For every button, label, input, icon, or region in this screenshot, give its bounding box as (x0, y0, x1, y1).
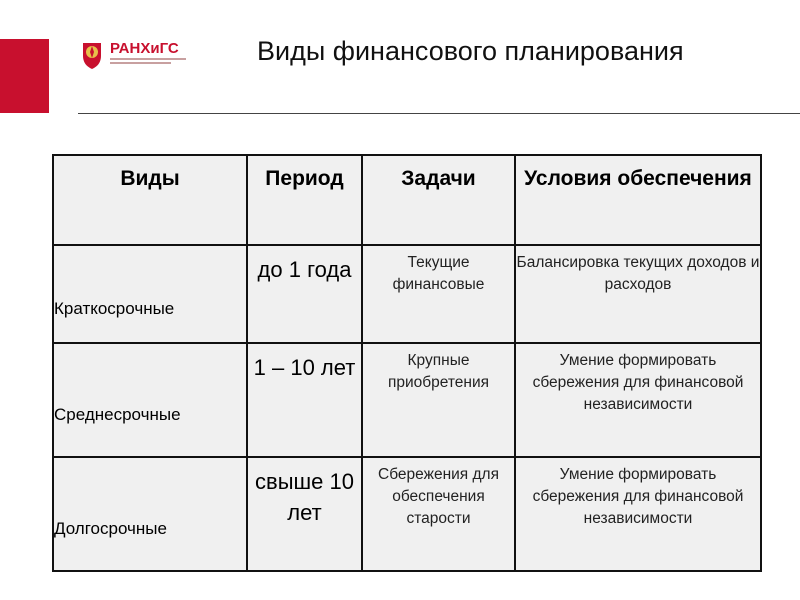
title-divider (78, 113, 800, 114)
cell-period: до 1 года (247, 245, 362, 343)
emblem-icon (80, 40, 104, 70)
logo-name: РАНХиГС (110, 40, 179, 57)
cell-kind: Среднесрочные (53, 343, 247, 457)
logo (80, 40, 190, 72)
cell-tasks: Крупные приобретения (362, 343, 515, 457)
planning-table (52, 154, 762, 572)
page-title: Виды финансового планирования (257, 36, 684, 66)
table-row (53, 343, 761, 457)
cell-conditions: Умение формировать сбережения для финансовой независимости (515, 343, 761, 457)
cell-kind: Долгосрочные (53, 457, 247, 571)
cell-period: свыше 10 лет (247, 457, 362, 571)
logo-subtitle-lines (110, 58, 186, 68)
header-kinds: Виды (53, 155, 247, 245)
cell-period: 1 – 10 лет (247, 343, 362, 457)
cell-tasks: Текущие финансовые (362, 245, 515, 343)
header-tasks: Задачи (362, 155, 515, 245)
header-period: Период (247, 155, 362, 245)
cell-conditions: Умение формировать сбережения для финансовой независимости (515, 457, 761, 571)
header-conditions: Условия обеспечения (515, 155, 761, 245)
table-header-row (53, 155, 761, 245)
cell-tasks: Сбережения для обеспечения старости (362, 457, 515, 571)
table-row (53, 245, 761, 343)
cell-conditions: Балансировка текущих доходов и расходов (515, 245, 761, 343)
table-row (53, 457, 761, 571)
red-accent-block (0, 39, 49, 113)
cell-kind: Краткосрочные (53, 245, 247, 343)
